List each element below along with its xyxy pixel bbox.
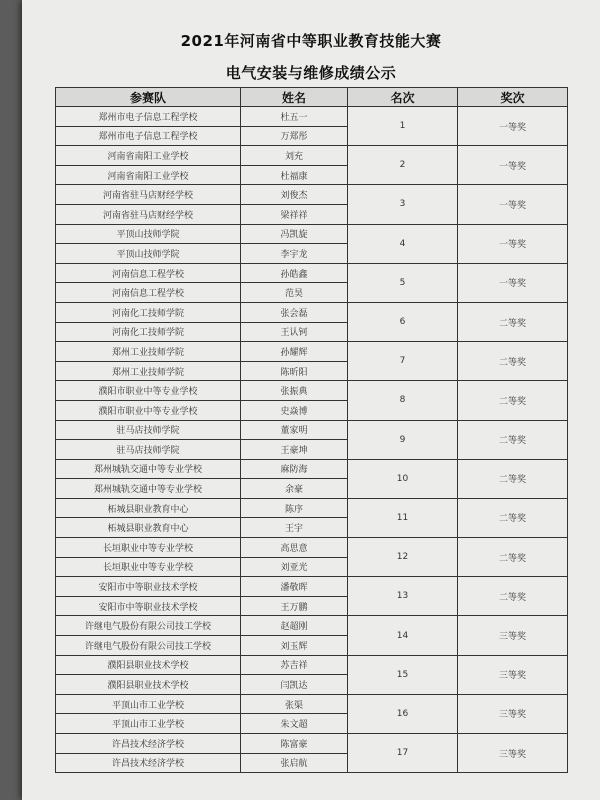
award-cell: 二等奖	[458, 302, 568, 341]
team-cell: 郑州工业技师学院	[56, 342, 241, 362]
table-row	[56, 538, 568, 558]
rank-cell: 1	[348, 107, 458, 146]
document-title: 2021年河南省中等职业教育技能大赛	[180, 32, 442, 50]
team-cell: 许昌技术经济学校	[56, 734, 241, 754]
award-cell: 一等奖	[458, 263, 568, 302]
team-cell: 安阳市中等职业技术学校	[56, 596, 241, 616]
rank-cell: 5	[348, 263, 458, 302]
table-header-row	[56, 88, 568, 107]
team-cell: 河南信息工程学校	[56, 283, 241, 303]
award-cell: 二等奖	[458, 342, 568, 381]
rank-cell: 6	[348, 302, 458, 341]
award-cell: 一等奖	[458, 146, 568, 185]
name-cell: 王宇	[241, 518, 348, 538]
team-cell: 河南省驻马店财经学校	[56, 185, 241, 205]
document-page	[22, 0, 600, 800]
rank-cell: 14	[348, 616, 458, 655]
name-cell: 刘俊杰	[241, 185, 348, 205]
rank-cell: 16	[348, 694, 458, 733]
name-cell: 冯凯旋	[241, 224, 348, 244]
name-cell: 刘亚光	[241, 557, 348, 577]
award-cell: 一等奖	[458, 185, 568, 224]
team-cell: 平顶山市工业学校	[56, 694, 241, 714]
rank-cell: 13	[348, 577, 458, 616]
table-row	[56, 185, 568, 205]
table-row	[56, 420, 568, 440]
name-cell: 余豪	[241, 479, 348, 499]
team-cell: 许继电气股份有限公司技工学校	[56, 616, 241, 636]
table-row	[56, 302, 568, 322]
team-cell: 平顶山市工业学校	[56, 714, 241, 734]
name-cell: 万郑彤	[241, 126, 348, 146]
team-cell: 河南化工技师学院	[56, 302, 241, 322]
team-cell: 平顶山技师学院	[56, 244, 241, 264]
name-cell: 刘充	[241, 146, 348, 166]
results-body	[56, 107, 568, 773]
name-cell: 闫凯达	[241, 675, 348, 695]
table-row	[56, 616, 568, 636]
award-cell: 二等奖	[458, 381, 568, 420]
name-cell: 王万鹏	[241, 596, 348, 616]
name-cell: 梁祥祥	[241, 204, 348, 224]
team-cell: 郑州市电子信息工程学校	[56, 126, 241, 146]
team-cell: 平顶山技师学院	[56, 224, 241, 244]
team-cell: 长垣职业中等专业学校	[56, 557, 241, 577]
award-cell: 三等奖	[458, 616, 568, 655]
award-cell: 一等奖	[458, 107, 568, 146]
table-row	[56, 146, 568, 166]
results-table	[55, 87, 568, 773]
name-cell: 董家明	[241, 420, 348, 440]
team-cell: 柘城县职业教育中心	[56, 518, 241, 538]
table-row	[56, 459, 568, 479]
team-cell: 河南化工技师学院	[56, 322, 241, 342]
team-cell: 郑州市电子信息工程学校	[56, 107, 241, 127]
header-name: 姓名	[241, 88, 348, 107]
award-cell: 三等奖	[458, 694, 568, 733]
table-row	[56, 224, 568, 244]
name-cell: 李宇龙	[241, 244, 348, 264]
name-cell: 王豪坤	[241, 440, 348, 460]
name-cell: 孙耀辉	[241, 342, 348, 362]
team-cell: 驻马店技师学院	[56, 420, 241, 440]
award-cell: 二等奖	[458, 420, 568, 459]
team-cell: 郑州工业技师学院	[56, 361, 241, 381]
team-cell: 河南省南阳工业学校	[56, 146, 241, 166]
name-cell: 高思意	[241, 538, 348, 558]
award-cell: 三等奖	[458, 655, 568, 694]
name-cell: 苏吉祥	[241, 655, 348, 675]
name-cell: 陈序	[241, 498, 348, 518]
team-cell: 郑州城轨交通中等专业学校	[56, 459, 241, 479]
table-row	[56, 342, 568, 362]
table-row	[56, 381, 568, 401]
name-cell: 史焱博	[241, 400, 348, 420]
team-cell: 柘城县职业教育中心	[56, 498, 241, 518]
award-cell: 二等奖	[458, 538, 568, 577]
name-cell: 杜福康	[241, 165, 348, 185]
team-cell: 许昌技术经济学校	[56, 753, 241, 773]
rank-cell: 11	[348, 498, 458, 537]
team-cell: 驻马店技师学院	[56, 440, 241, 460]
name-cell: 赵超刚	[241, 616, 348, 636]
table-row	[56, 655, 568, 675]
team-cell: 许继电气股份有限公司技工学校	[56, 636, 241, 656]
team-cell: 长垣职业中等专业学校	[56, 538, 241, 558]
team-cell: 濮阳市职业中等专业学校	[56, 381, 241, 401]
team-cell: 郑州城轨交通中等专业学校	[56, 479, 241, 499]
table-row	[56, 107, 568, 127]
name-cell: 王认钶	[241, 322, 348, 342]
award-cell: 三等奖	[458, 734, 568, 773]
table-row	[56, 577, 568, 597]
table-row	[56, 498, 568, 518]
name-cell: 潘敬晖	[241, 577, 348, 597]
name-cell: 范昊	[241, 283, 348, 303]
table-row	[56, 694, 568, 714]
table-row	[56, 263, 568, 283]
team-cell: 濮阳县职业技术学校	[56, 675, 241, 695]
name-cell: 张渠	[241, 694, 348, 714]
team-cell: 河南省南阳工业学校	[56, 165, 241, 185]
rank-cell: 12	[348, 538, 458, 577]
table-row	[56, 734, 568, 754]
name-cell: 朱文超	[241, 714, 348, 734]
name-cell: 杜五一	[241, 107, 348, 127]
rank-cell: 3	[348, 185, 458, 224]
name-cell: 刘玉辉	[241, 636, 348, 656]
header-team: 参赛队	[56, 88, 241, 107]
rank-cell: 15	[348, 655, 458, 694]
rank-cell: 9	[348, 420, 458, 459]
team-cell: 河南省驻马店财经学校	[56, 204, 241, 224]
header-award: 奖次	[458, 88, 568, 107]
rank-cell: 7	[348, 342, 458, 381]
rank-cell: 2	[348, 146, 458, 185]
name-cell: 陈富豪	[241, 734, 348, 754]
name-cell: 张会磊	[241, 302, 348, 322]
team-cell: 濮阳市职业中等专业学校	[56, 400, 241, 420]
team-cell: 濮阳县职业技术学校	[56, 655, 241, 675]
name-cell: 孙皓鑫	[241, 263, 348, 283]
rank-cell: 8	[348, 381, 458, 420]
name-cell: 张振典	[241, 381, 348, 401]
document-subtitle: 电气安装与维修成绩公示	[225, 64, 397, 82]
award-cell: 一等奖	[458, 224, 568, 263]
name-cell: 张启航	[241, 753, 348, 773]
name-cell: 麻防海	[241, 459, 348, 479]
rank-cell: 17	[348, 734, 458, 773]
rank-cell: 4	[348, 224, 458, 263]
award-cell: 二等奖	[458, 577, 568, 616]
name-cell: 陈昕阳	[241, 361, 348, 381]
award-cell: 二等奖	[458, 459, 568, 498]
header-rank: 名次	[348, 88, 458, 107]
award-cell: 二等奖	[458, 498, 568, 537]
team-cell: 安阳市中等职业技术学校	[56, 577, 241, 597]
team-cell: 河南信息工程学校	[56, 263, 241, 283]
rank-cell: 10	[348, 459, 458, 498]
